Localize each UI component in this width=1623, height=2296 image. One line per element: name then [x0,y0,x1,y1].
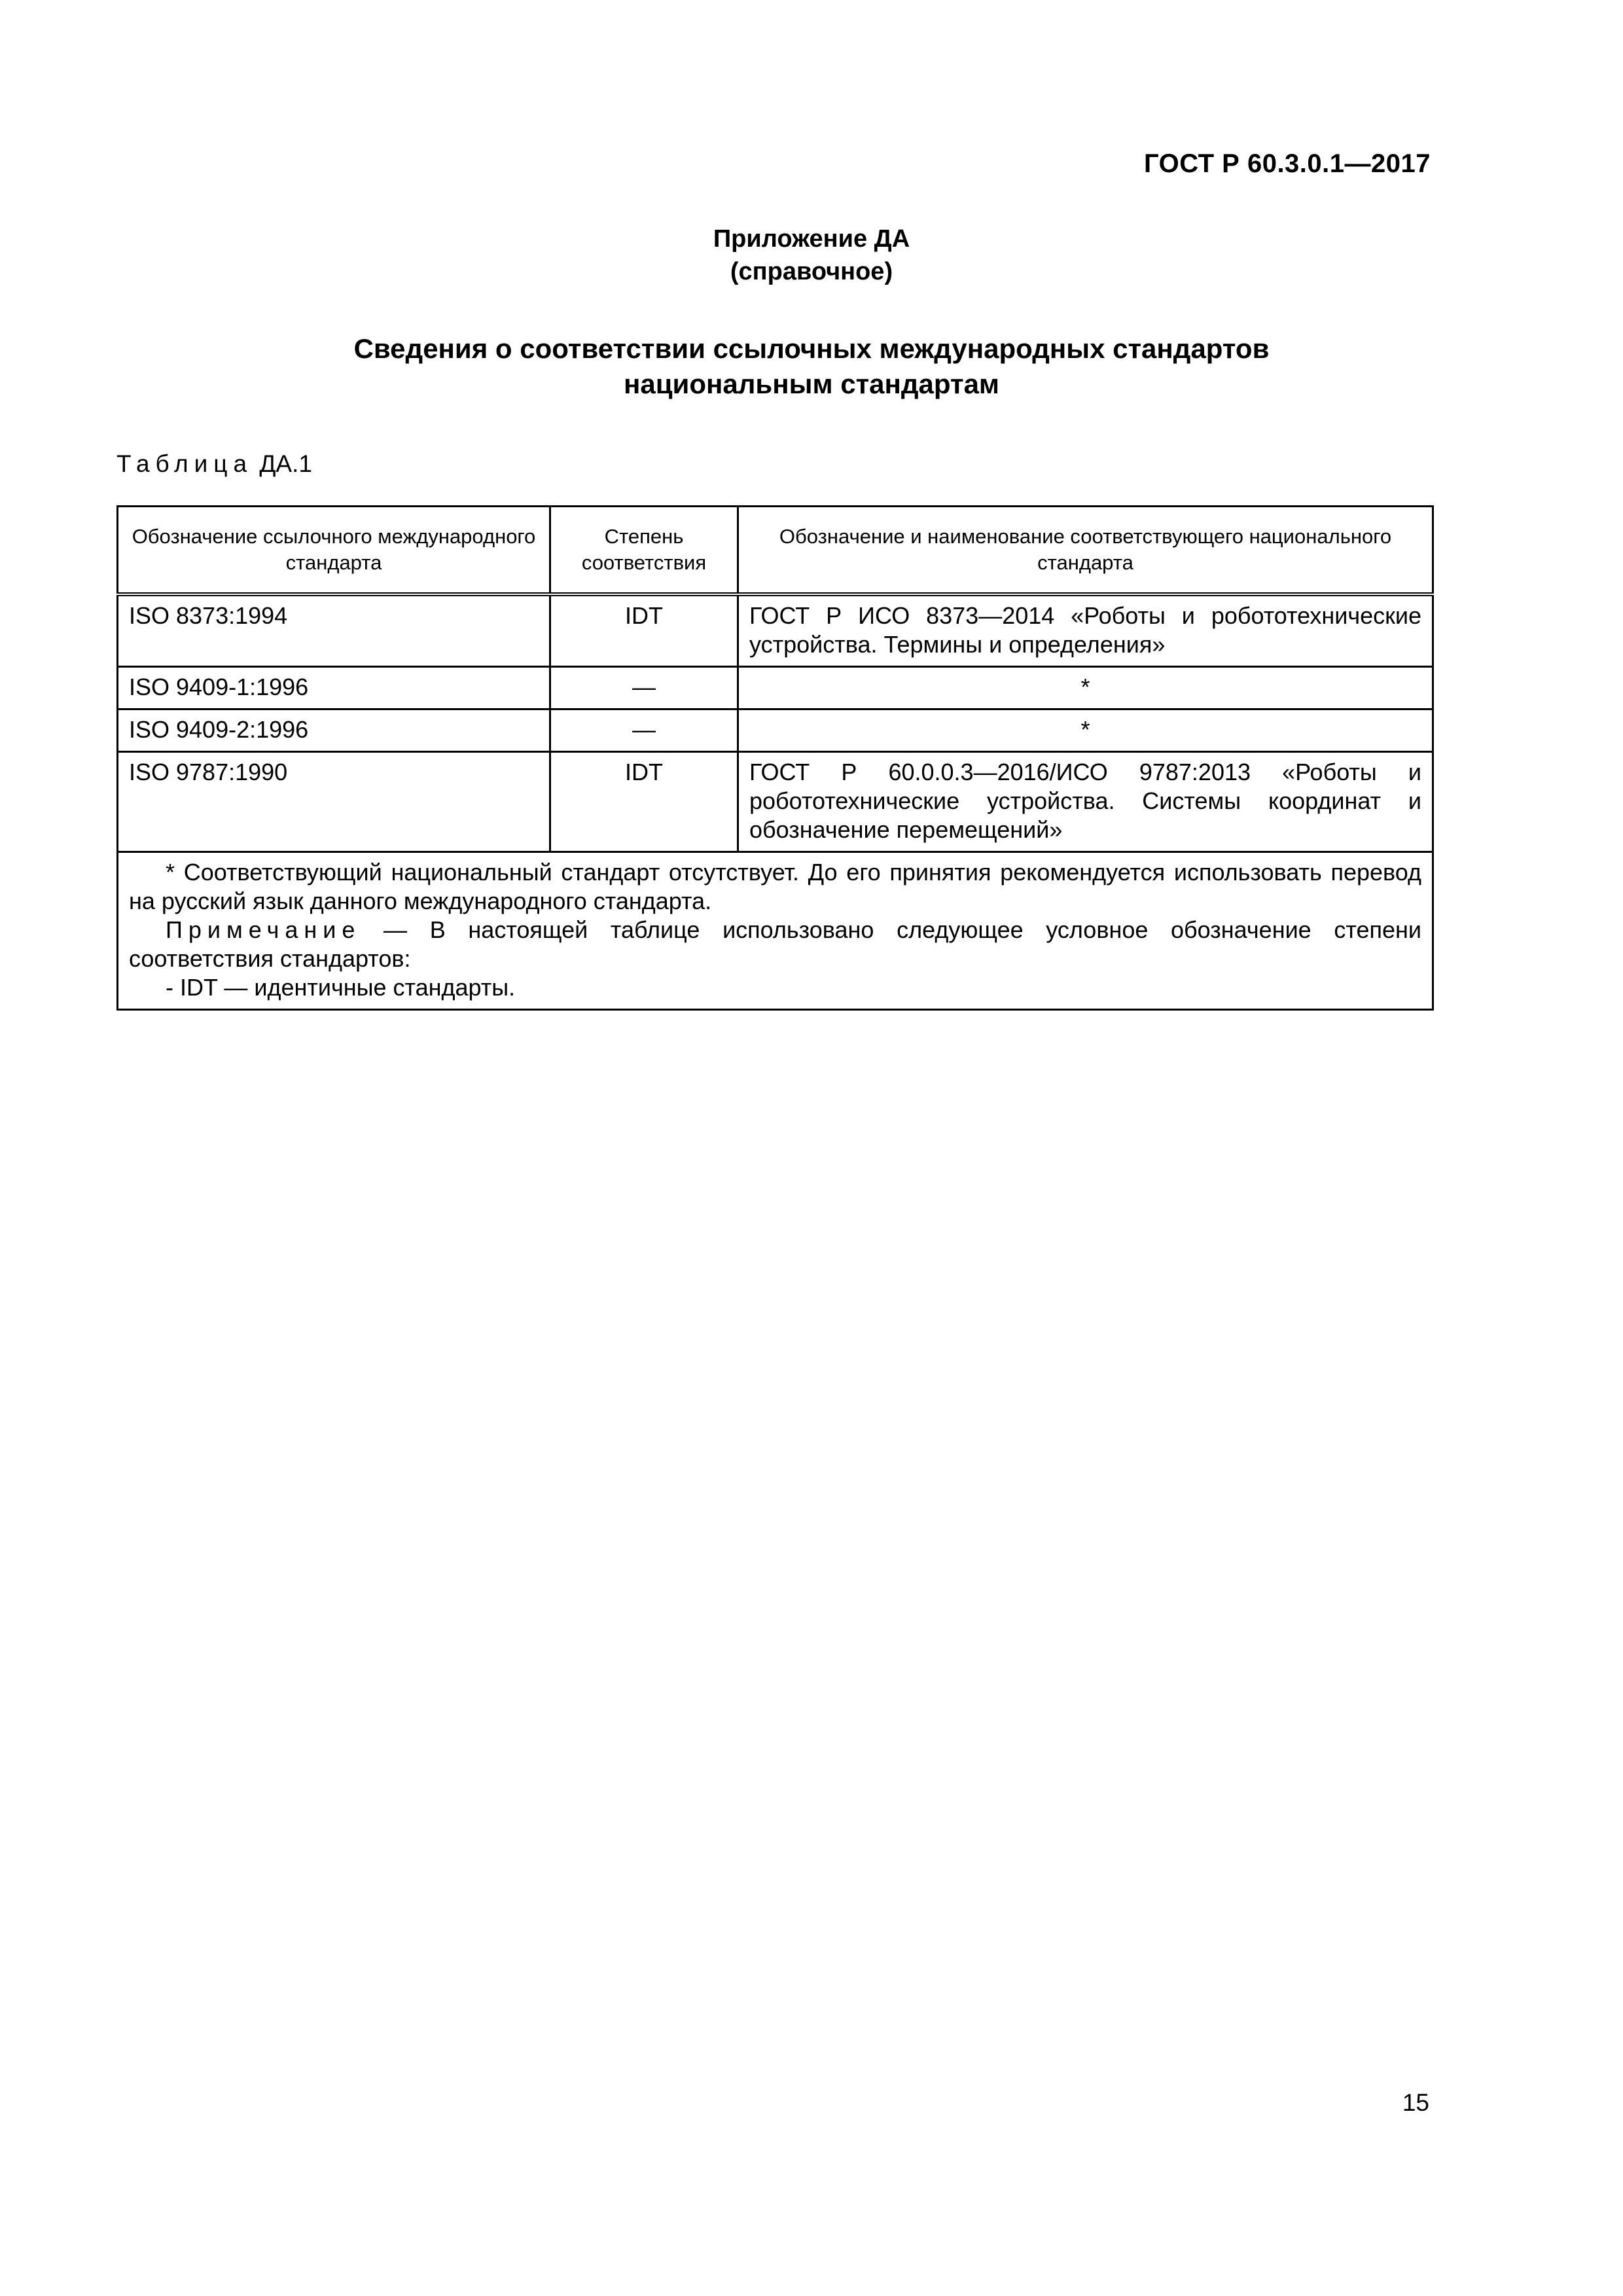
note-text: — В настоящей таблице использовано следующее условное обозначение степени соответствия стандартов: [129,916,1421,972]
page-number: 15 [1402,2089,1429,2116]
note-item: - IDT — идентичные стандарты. [166,974,516,1001]
cell-intl: ISO 8373:1994 [118,594,550,667]
column-header-degree: Степень соответствия [550,507,738,595]
annex-title-line2: (справочное) [730,258,893,285]
table-footnote [118,852,1433,1010]
note-paragraph [129,916,1421,973]
cell-national: ГОСТ Р ИСО 8373—2014 «Роботы и робототехнические устройства. Термины и определения» [738,594,1433,667]
cell-degree: — [550,667,738,709]
table-row [118,667,1433,709]
document-code: ГОСТ Р 60.3.0.1—2017 [1143,149,1431,178]
table-caption-label: Таблица [116,450,253,477]
column-header-intl: Обозначение ссылочного международного стандарта [118,507,550,595]
cell-degree: — [550,709,738,752]
standards-table [116,505,1434,1011]
cell-intl: ISO 9787:1990 [118,752,550,852]
page-title [0,331,1623,402]
table-caption-number: ДА.1 [259,450,312,477]
footnote-text: * Соответствующий национальный стандарт отсутствует. До его принятия рекомендуется использовать перевод на русский язык данного международного стандарта. [129,859,1421,914]
cell-degree: IDT [550,752,738,852]
table-row [118,752,1433,852]
cell-national: * [738,709,1433,752]
annex-title [0,223,1623,288]
page-title-line2: национальным стандартам [624,368,999,399]
table-row [118,594,1433,667]
cell-degree: IDT [550,594,738,667]
cell-national: ГОСТ Р 60.0.0.3—2016/ИСО 9787:2013 «Роботы и робототехнические устройства. Системы координат и обозначение перемещений» [738,752,1433,852]
table-footnote-row [118,852,1433,1010]
column-header-national: Обозначение и наименование соответствующего национального стандарта [738,507,1433,595]
page-title-line1: Сведения о соответствии ссылочных международных стандартов [353,333,1270,364]
table-row [118,709,1433,752]
table-caption [116,450,312,478]
table-header-row [118,507,1433,595]
cell-national: * [738,667,1433,709]
cell-intl: ISO 9409-2:1996 [118,709,550,752]
cell-intl: ISO 9409-1:1996 [118,667,550,709]
note-label: Примечание [166,916,361,943]
annex-title-line1: Приложение ДА [713,225,910,253]
